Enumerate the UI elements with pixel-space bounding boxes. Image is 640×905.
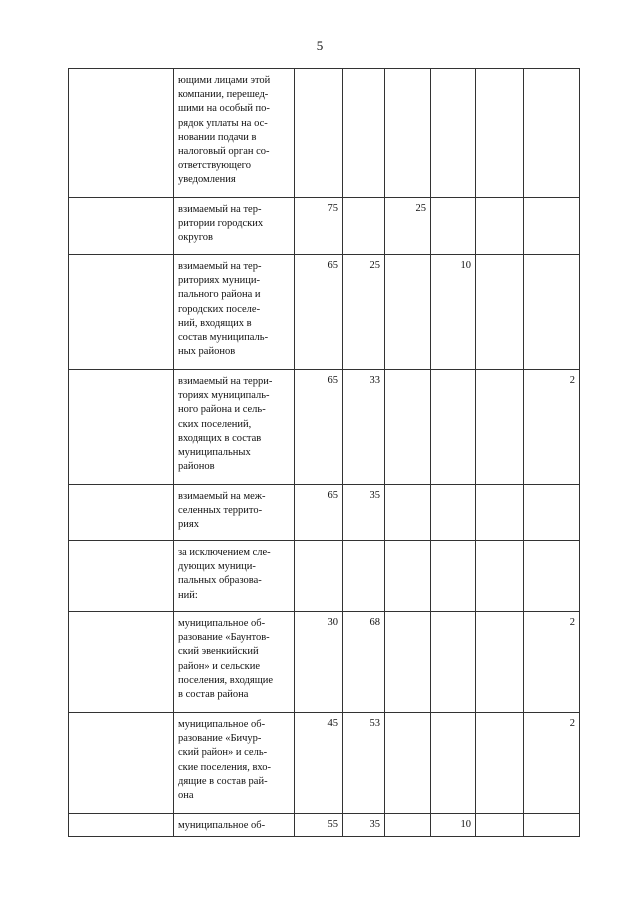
value-cell: 10 xyxy=(431,814,476,837)
row-blank-cell xyxy=(69,69,174,198)
description-line: взимаемый на меж- xyxy=(178,491,266,502)
value-cell xyxy=(385,69,431,198)
description-line: за исключением сле- xyxy=(178,547,271,558)
description-line: ний: xyxy=(178,589,198,601)
description-line: дующих муници- xyxy=(178,561,256,573)
row-blank-cell xyxy=(69,713,174,814)
table-row xyxy=(69,541,580,612)
description-line: риториях муници- xyxy=(178,275,261,287)
description-line: муниципальное об- xyxy=(178,618,266,629)
description-line: городских поселе- xyxy=(178,303,261,315)
page-number: 5 xyxy=(316,38,324,53)
value-cell xyxy=(524,69,580,198)
description-line: ний, входящих в xyxy=(178,317,252,329)
value-cell: 55 xyxy=(295,814,343,837)
description-line: разование «Баунтов- xyxy=(178,632,270,644)
value-cell xyxy=(476,485,524,541)
value-cell: 65 xyxy=(295,485,343,541)
table-row xyxy=(69,69,580,198)
description-line: взимаемый на тер- xyxy=(178,261,262,272)
value-cell: 25 xyxy=(385,198,431,255)
description-line: взимаемый на терри- xyxy=(178,376,273,387)
value-cell xyxy=(343,198,385,255)
description-line: ритории городских xyxy=(178,218,264,230)
description-line: дящие в состав рай- xyxy=(178,775,268,787)
description-line: она xyxy=(178,790,194,802)
table-row xyxy=(69,713,580,814)
description-line: селенных террито- xyxy=(178,505,263,517)
value-cell: 53 xyxy=(343,713,385,814)
value-cell xyxy=(431,612,476,713)
value-cell: 2 xyxy=(524,713,580,814)
description-line: уведомления xyxy=(178,174,236,186)
description-line: муниципальных xyxy=(178,447,251,459)
description-line: ответствующего xyxy=(178,160,251,172)
row-description xyxy=(174,198,295,255)
description-line: риях xyxy=(178,519,199,531)
value-cell xyxy=(524,198,580,255)
description-line: пального района и xyxy=(178,289,261,301)
table-row xyxy=(69,485,580,541)
value-cell xyxy=(476,541,524,612)
description-line: в состав района xyxy=(178,689,249,701)
row-blank-cell xyxy=(69,370,174,485)
row-blank-cell xyxy=(69,814,174,837)
description-line: ториях муниципаль- xyxy=(178,390,270,402)
value-cell: 68 xyxy=(343,612,385,713)
value-cell xyxy=(385,255,431,370)
value-cell xyxy=(476,814,524,837)
description-line: муниципальное об- xyxy=(178,820,266,831)
value-cell xyxy=(524,485,580,541)
value-cell xyxy=(476,198,524,255)
description-line: шими на особый по- xyxy=(178,103,270,115)
value-cell xyxy=(431,198,476,255)
value-cell xyxy=(343,541,385,612)
value-cell xyxy=(343,69,385,198)
description-line: ский район» и сель- xyxy=(178,747,268,759)
description-line: налоговый орган со- xyxy=(178,146,270,158)
tax-distribution-table xyxy=(68,68,580,837)
description-line: ских поселений, xyxy=(178,418,252,430)
description-line: разование «Бичур- xyxy=(178,733,262,745)
value-cell: 75 xyxy=(295,198,343,255)
row-description xyxy=(174,69,295,198)
row-blank-cell xyxy=(69,198,174,255)
description-line: ного района и сель- xyxy=(178,404,266,416)
row-description xyxy=(174,612,295,713)
description-line: поселения, входящие xyxy=(178,674,274,686)
value-cell: 10 xyxy=(431,255,476,370)
value-cell: 35 xyxy=(343,814,385,837)
description-line: муниципальное об- xyxy=(178,719,266,730)
row-description xyxy=(174,541,295,612)
value-cell xyxy=(476,612,524,713)
row-description xyxy=(174,255,295,370)
description-line: ющими лицами этой xyxy=(178,75,271,86)
value-cell: 65 xyxy=(295,255,343,370)
description-line: район» и сельские xyxy=(178,660,261,672)
description-line: пальных образова- xyxy=(178,575,262,587)
description-line: взимаемый на тер- xyxy=(178,204,262,215)
value-cell xyxy=(431,370,476,485)
value-cell: 33 xyxy=(343,370,385,485)
table-row xyxy=(69,255,580,370)
value-cell xyxy=(385,541,431,612)
value-cell: 30 xyxy=(295,612,343,713)
description-line: районов xyxy=(178,461,215,473)
value-cell xyxy=(476,69,524,198)
value-cell xyxy=(431,713,476,814)
row-blank-cell xyxy=(69,255,174,370)
description-line: новании подачи в xyxy=(178,131,257,143)
value-cell xyxy=(524,255,580,370)
value-cell: 45 xyxy=(295,713,343,814)
table-row xyxy=(69,612,580,713)
value-cell: 2 xyxy=(524,370,580,485)
table-row xyxy=(69,370,580,485)
description-line: ский эвенкийский xyxy=(178,646,259,658)
value-cell xyxy=(524,541,580,612)
value-cell xyxy=(431,485,476,541)
value-cell: 25 xyxy=(343,255,385,370)
value-cell: 35 xyxy=(343,485,385,541)
description-line: ных районов xyxy=(178,346,236,358)
value-cell xyxy=(385,370,431,485)
value-cell xyxy=(295,541,343,612)
description-line: состав муниципаль- xyxy=(178,332,269,344)
row-description xyxy=(174,485,295,541)
description-line: рядок уплаты на ос- xyxy=(178,117,268,129)
value-cell xyxy=(476,255,524,370)
table-row xyxy=(69,814,580,837)
row-blank-cell xyxy=(69,612,174,713)
value-cell: 2 xyxy=(524,612,580,713)
value-cell xyxy=(431,69,476,198)
row-description xyxy=(174,814,295,837)
value-cell xyxy=(476,370,524,485)
description-line: входящих в состав xyxy=(178,432,262,444)
description-line: округов xyxy=(178,232,213,244)
value-cell xyxy=(295,69,343,198)
value-cell xyxy=(385,814,431,837)
description-line: ские поселения, вхо- xyxy=(178,761,272,773)
row-description xyxy=(174,713,295,814)
value-cell: 65 xyxy=(295,370,343,485)
row-description xyxy=(174,370,295,485)
description-line: компании, перешед- xyxy=(178,89,269,101)
value-cell xyxy=(431,541,476,612)
value-cell xyxy=(524,814,580,837)
table-row xyxy=(69,198,580,255)
value-cell xyxy=(385,485,431,541)
value-cell xyxy=(385,713,431,814)
value-cell xyxy=(385,612,431,713)
row-blank-cell xyxy=(69,541,174,612)
row-blank-cell xyxy=(69,485,174,541)
value-cell xyxy=(476,713,524,814)
